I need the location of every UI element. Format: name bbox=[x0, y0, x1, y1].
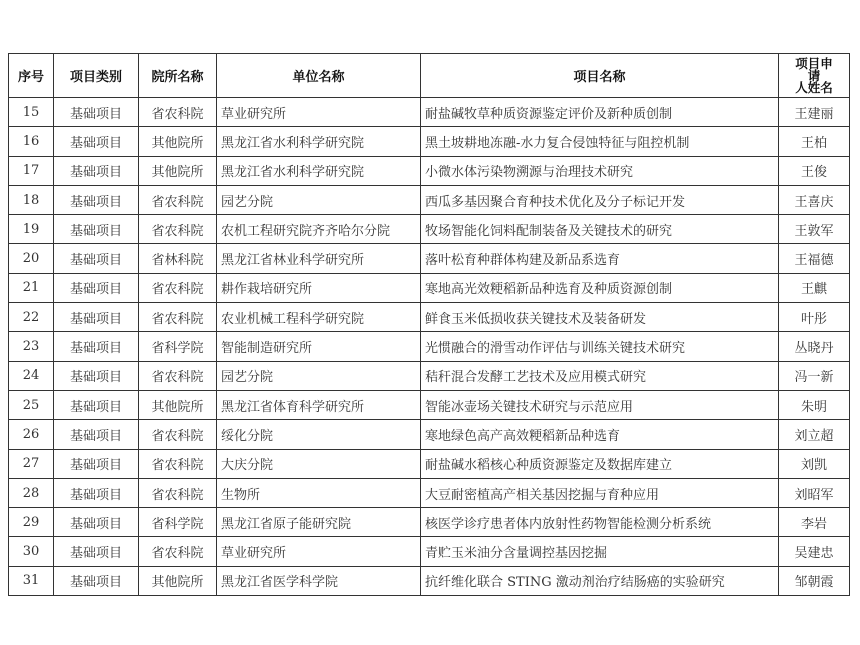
cell-applicant: 王福德 bbox=[779, 244, 850, 273]
cell-no: 23 bbox=[9, 332, 54, 361]
cell-unit: 黑龙江省水利科学研究院 bbox=[217, 127, 421, 156]
table-row bbox=[9, 303, 850, 332]
table-row bbox=[9, 127, 850, 156]
table-row bbox=[9, 361, 850, 390]
cell-institute: 省农科院 bbox=[139, 273, 217, 302]
header-institute: 院所名称 bbox=[139, 54, 217, 98]
cell-no: 18 bbox=[9, 185, 54, 214]
cell-institute: 省林科院 bbox=[139, 244, 217, 273]
cell-institute: 省农科院 bbox=[139, 98, 217, 127]
cell-institute: 其他院所 bbox=[139, 390, 217, 419]
cell-unit: 园艺分院 bbox=[217, 361, 421, 390]
cell-category: 基础项目 bbox=[54, 185, 139, 214]
header-applicant-line3: 人姓名 bbox=[795, 79, 833, 95]
cell-applicant: 王喜庆 bbox=[779, 185, 850, 214]
cell-project: 鲜食玉米低损收获关键技术及装备研发 bbox=[421, 303, 779, 332]
cell-no: 17 bbox=[9, 156, 54, 185]
cell-unit: 生物所 bbox=[217, 478, 421, 507]
cell-unit: 耕作栽培研究所 bbox=[217, 273, 421, 302]
header-applicant-line2: 请 bbox=[807, 67, 821, 83]
cell-institute: 其他院所 bbox=[139, 127, 217, 156]
cell-project: 寒地高光效粳稻新品种选育及种质资源创制 bbox=[421, 273, 779, 302]
cell-project: 落叶松育种群体构建及新品系选育 bbox=[421, 244, 779, 273]
cell-no: 15 bbox=[9, 98, 54, 127]
table-row bbox=[9, 185, 850, 214]
cell-applicant: 冯一新 bbox=[779, 361, 850, 390]
cell-category: 基础项目 bbox=[54, 244, 139, 273]
cell-no: 20 bbox=[9, 244, 54, 273]
cell-project: 寒地绿色高产高效粳稻新品种选育 bbox=[421, 420, 779, 449]
cell-applicant: 邹朝霞 bbox=[779, 566, 850, 595]
header-unit: 单位名称 bbox=[217, 54, 421, 98]
cell-no: 19 bbox=[9, 215, 54, 244]
cell-institute: 省农科院 bbox=[139, 361, 217, 390]
cell-no: 24 bbox=[9, 361, 54, 390]
cell-category: 基础项目 bbox=[54, 361, 139, 390]
cell-unit: 绥化分院 bbox=[217, 420, 421, 449]
cell-applicant: 刘凯 bbox=[779, 449, 850, 478]
cell-project: 智能冰壶场关键技术研究与示范应用 bbox=[421, 390, 779, 419]
cell-unit: 智能制造研究所 bbox=[217, 332, 421, 361]
cell-applicant: 李岩 bbox=[779, 508, 850, 537]
cell-unit: 黑龙江省原子能研究院 bbox=[217, 508, 421, 537]
cell-category: 基础项目 bbox=[54, 303, 139, 332]
cell-applicant: 刘立超 bbox=[779, 420, 850, 449]
table-row bbox=[9, 478, 850, 507]
table-row bbox=[9, 537, 850, 566]
cell-applicant: 朱明 bbox=[779, 390, 850, 419]
cell-no: 21 bbox=[9, 273, 54, 302]
cell-no: 27 bbox=[9, 449, 54, 478]
cell-institute: 省农科院 bbox=[139, 449, 217, 478]
project-table bbox=[8, 53, 850, 596]
cell-no: 30 bbox=[9, 537, 54, 566]
cell-applicant: 刘昭军 bbox=[779, 478, 850, 507]
cell-institute: 其他院所 bbox=[139, 156, 217, 185]
table-body bbox=[9, 98, 850, 596]
cell-applicant: 叶彤 bbox=[779, 303, 850, 332]
cell-category: 基础项目 bbox=[54, 156, 139, 185]
cell-project: 青贮玉米油分含量调控基因挖掘 bbox=[421, 537, 779, 566]
table-row bbox=[9, 98, 850, 127]
cell-project: 西瓜多基因聚合育种技术优化及分子标记开发 bbox=[421, 185, 779, 214]
cell-category: 基础项目 bbox=[54, 420, 139, 449]
cell-project: 抗纤维化联合 STING 激动剂治疗结肠癌的实验研究 bbox=[421, 566, 779, 595]
table-row bbox=[9, 390, 850, 419]
cell-category: 基础项目 bbox=[54, 449, 139, 478]
cell-institute: 省农科院 bbox=[139, 537, 217, 566]
cell-institute: 省农科院 bbox=[139, 215, 217, 244]
cell-applicant: 王建丽 bbox=[779, 98, 850, 127]
cell-project: 耐盐碱牧草种质资源鉴定评价及新种质创制 bbox=[421, 98, 779, 127]
cell-category: 基础项目 bbox=[54, 537, 139, 566]
cell-no: 26 bbox=[9, 420, 54, 449]
cell-unit: 黑龙江省水利科学研究院 bbox=[217, 156, 421, 185]
table-row bbox=[9, 566, 850, 595]
cell-project: 光惯融合的滑雪动作评估与训练关键技术研究 bbox=[421, 332, 779, 361]
cell-unit: 草业研究所 bbox=[217, 537, 421, 566]
cell-no: 31 bbox=[9, 566, 54, 595]
cell-category: 基础项目 bbox=[54, 273, 139, 302]
cell-no: 29 bbox=[9, 508, 54, 537]
table-row bbox=[9, 244, 850, 273]
cell-project: 耐盐碱水稻核心种质资源鉴定及数据库建立 bbox=[421, 449, 779, 478]
table-row bbox=[9, 332, 850, 361]
cell-applicant: 王俊 bbox=[779, 156, 850, 185]
cell-category: 基础项目 bbox=[54, 566, 139, 595]
cell-category: 基础项目 bbox=[54, 390, 139, 419]
table-row bbox=[9, 449, 850, 478]
cell-no: 16 bbox=[9, 127, 54, 156]
cell-applicant: 王敦军 bbox=[779, 215, 850, 244]
cell-project: 小微水体污染物溯源与治理技术研究 bbox=[421, 156, 779, 185]
cell-no: 28 bbox=[9, 478, 54, 507]
cell-unit: 农机工程研究院齐齐哈尔分院 bbox=[217, 215, 421, 244]
cell-institute: 其他院所 bbox=[139, 566, 217, 595]
cell-project: 黑土坡耕地冻融-水力复合侵蚀特征与阻控机制 bbox=[421, 127, 779, 156]
cell-category: 基础项目 bbox=[54, 215, 139, 244]
cell-applicant: 吴建忠 bbox=[779, 537, 850, 566]
cell-unit: 黑龙江省医学科学院 bbox=[217, 566, 421, 595]
table-row bbox=[9, 215, 850, 244]
table-row bbox=[9, 273, 850, 302]
cell-unit: 园艺分院 bbox=[217, 185, 421, 214]
header-no: 序号 bbox=[9, 54, 54, 98]
cell-unit: 农业机械工程科学研究院 bbox=[217, 303, 421, 332]
cell-category: 基础项目 bbox=[54, 98, 139, 127]
table-row bbox=[9, 420, 850, 449]
cell-project: 秸秆混合发酵工艺技术及应用模式研究 bbox=[421, 361, 779, 390]
cell-applicant: 王柏 bbox=[779, 127, 850, 156]
cell-category: 基础项目 bbox=[54, 127, 139, 156]
table-row bbox=[9, 156, 850, 185]
header-category: 项目类别 bbox=[54, 54, 139, 98]
cell-category: 基础项目 bbox=[54, 478, 139, 507]
cell-unit: 草业研究所 bbox=[217, 98, 421, 127]
cell-category: 基础项目 bbox=[54, 332, 139, 361]
cell-institute: 省农科院 bbox=[139, 478, 217, 507]
cell-institute: 省农科院 bbox=[139, 185, 217, 214]
cell-applicant: 王麒 bbox=[779, 273, 850, 302]
cell-unit: 黑龙江省林业科学研究所 bbox=[217, 244, 421, 273]
header-applicant-line1: 项目申 bbox=[795, 55, 833, 71]
cell-project: 核医学诊疗患者体内放射性药物智能检测分析系统 bbox=[421, 508, 779, 537]
cell-project: 大豆耐密植高产相关基因挖掘与育种应用 bbox=[421, 478, 779, 507]
header-project: 项目名称 bbox=[421, 54, 779, 98]
table-header-row bbox=[9, 54, 850, 98]
table-row bbox=[9, 508, 850, 537]
cell-institute: 省农科院 bbox=[139, 303, 217, 332]
header-applicant bbox=[779, 54, 850, 98]
cell-no: 22 bbox=[9, 303, 54, 332]
cell-applicant: 丛晓丹 bbox=[779, 332, 850, 361]
cell-category: 基础项目 bbox=[54, 508, 139, 537]
cell-unit: 大庆分院 bbox=[217, 449, 421, 478]
cell-institute: 省科学院 bbox=[139, 508, 217, 537]
cell-project: 牧场智能化饲料配制装备及关键技术的研究 bbox=[421, 215, 779, 244]
cell-institute: 省农科院 bbox=[139, 420, 217, 449]
cell-unit: 黑龙江省体育科学研究所 bbox=[217, 390, 421, 419]
cell-institute: 省科学院 bbox=[139, 332, 217, 361]
cell-no: 25 bbox=[9, 390, 54, 419]
